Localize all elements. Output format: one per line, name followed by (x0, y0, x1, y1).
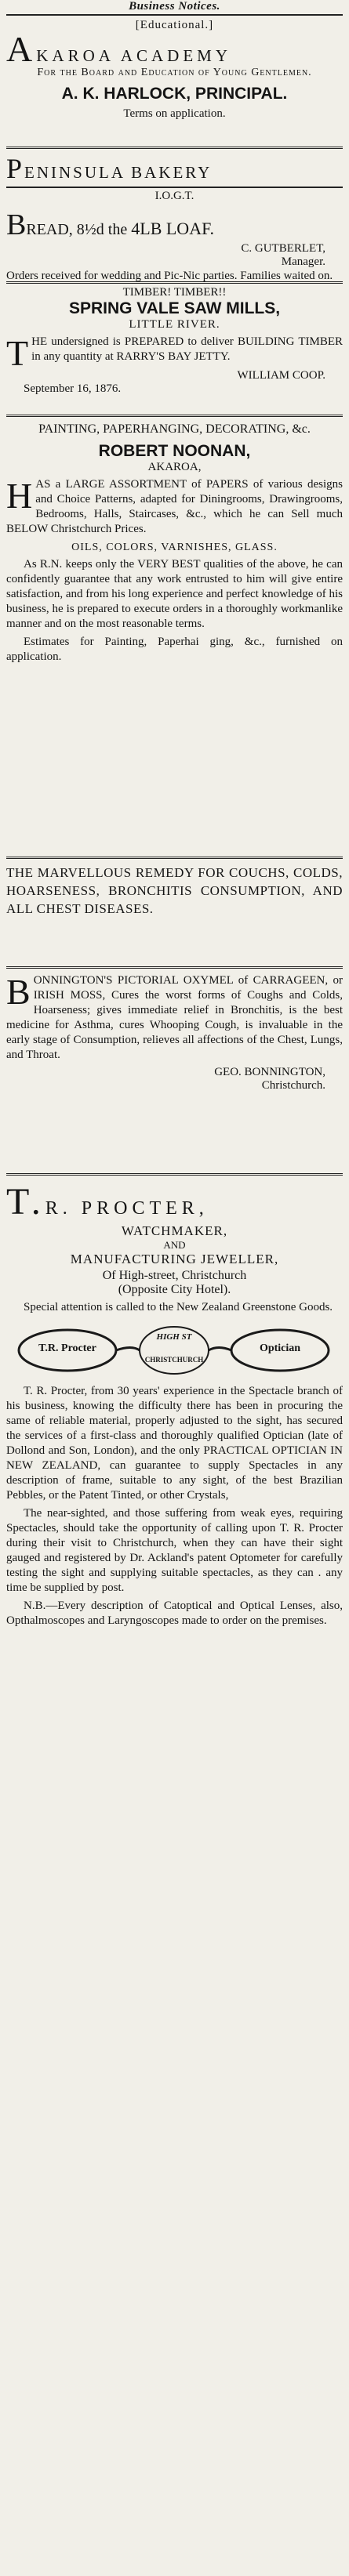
ad-marvellous-remedy (6, 859, 343, 969)
sawmill-date: September 16, 1876. (24, 382, 122, 395)
noonan-intro (6, 477, 343, 537)
procter-address: Of High-street, Christchurch (102, 1269, 247, 1282)
academy-drop-cap: A (6, 29, 37, 69)
academy-terms: Terms on application. (123, 107, 226, 120)
sawmill-body (6, 333, 343, 373)
sawmill-location: LITTLE RIVER. (129, 318, 220, 331)
emblem-left-label: T.R. Procter (38, 1342, 96, 1354)
bakery-bread-line (6, 208, 343, 242)
noonan-guarantee: As R.N. keeps only the VERY BEST qualities of the above, he can confidently guarantee that any work entrusted to him will give entire satisfaction, and from his long experience and perfect knowledge of his business, he is prepared to execute orders in a thoroughly workmanlike manner and on the most reasonable terms. (6, 558, 343, 630)
optician-emblem (6, 1321, 343, 1379)
noonan-location: AKAROA, (147, 461, 202, 473)
sawmill-body-text: HE undersigned is PREPARED to deliver BUILDING TIMBER in any quantity at RARRY'S BAY JETTY. (31, 335, 343, 363)
bakery-order: I.O.G.T. (155, 190, 194, 202)
emblem-center-bottom: CHRISTCHURCH (144, 1356, 204, 1364)
noonan-estimates: Estimates for Painting, Paperhai ging, &c., furnished on application. (6, 636, 343, 663)
bread-drop-cap: B (6, 208, 27, 241)
bread-price: READ, 8½d the (26, 221, 128, 238)
ad-bonnington (6, 969, 343, 1176)
noonan-intro-text: AS a LARGE ASSORTMENT of PAPERS of various designs and Choice Patterns, adapted for Diningrooms, Drawingrooms, Bedrooms, Halls, Staircases, &c., which he can Sell much BELOW Christchurch Prices. (6, 478, 343, 535)
bakery-drop-cap: P (6, 153, 25, 184)
bakery-name-rest: ENINSULA BAKERY (24, 163, 213, 182)
academy-name (6, 29, 343, 69)
emblem-center-top: HIGH ST (156, 1332, 192, 1342)
section-header: Business Notices. (6, 0, 343, 16)
bonnington-body (6, 973, 343, 1063)
procter-address2: (Opposite City Hotel). (118, 1283, 231, 1296)
remedy-text: THE MARVELLOUS REMEDY FOR COUCHS, COLDS, HOARSENESS, BRONCHITIS CONSUMPTION, AND ALL CHEST DISEASES. (6, 865, 343, 916)
bonnington-place: Christchurch. (261, 1079, 325, 1092)
noonan-services: PAINTING, PAPERHANGING, DECORATING, &c. (38, 422, 311, 436)
bakery-name (6, 152, 343, 188)
procter-and: AND (163, 1239, 186, 1251)
ad-peninsula-bakery (6, 149, 343, 284)
procter-special: Special attention is called to the New Zealand Greenstone Goods. (24, 1301, 333, 1313)
noonan-name: ROBERT NOONAN, (98, 442, 251, 460)
procter-note: N.B.—Every description of Catoptical and Optical Lenses, also, Opthalmoscopes and Laryngoscopes made to order on the premises. (6, 1600, 343, 1627)
ad-robert-noonan (6, 417, 343, 859)
sawmill-name: SPRING VALE SAW MILLS, (68, 299, 281, 317)
ad-spring-vale (6, 284, 343, 417)
ad-akaroa-academy (6, 16, 343, 149)
procter-name-rest: R. PROCTER, (45, 1198, 209, 1219)
procter-near-sighted: The near-sighted, and those suffering from weak eyes, requiring Spectacles, should take the opportunity of calling upon T. R. Procter during their visit to Christchurch, when they can have their sight gauged and registered by Dr. Ackland's patent Optometer for carefully testing the sight and supplying suitable spectacles, as they can . any time be supplied by post. (6, 1507, 343, 1594)
sawmill-signature: WILLIAM COOP. (237, 369, 325, 382)
procter-trade2: MANUFACTURING JEWELLER, (70, 1252, 279, 1266)
procter-name (6, 1180, 343, 1223)
timber-kicker: TIMBER! TIMBER!! (122, 286, 227, 299)
ad-procter (6, 1176, 343, 2105)
procter-experience: T. R. Procter, from 30 years' experience in the Spectacle branch of his business, knowing the difficulty there has been in procuring the same of reliable material, properly adjusted to the sight, has secured the services of a first-class and thoroughly qualified Optician (late of Dollond and Son, London), and the only PRACTICAL OPTICIAN IN NEW ZEALAND, can guarantee to supply Spectacles in any description of frame, suitable to any sight, of the best Brazilian Pebbles, or the Patent Tinted, or other Crystals, (6, 1385, 343, 1502)
academy-subtitle: For the Board and Education of Young Gentlemen. (37, 67, 312, 78)
bakery-body: Orders received for wedding and Pic-Nic parties. Families waited on. (6, 270, 333, 282)
sawmill-drop-cap: T (6, 333, 29, 373)
bakery-proprietor-role: Manager. (281, 255, 325, 268)
academy-name-rest: KAROA ACADEMY (36, 46, 232, 65)
procter-drop-cap: T. (6, 1181, 45, 1223)
academy-principal: A. K. HARLOCK, PRINCIPAL. (61, 85, 288, 103)
emblem-right-label: Optician (259, 1342, 301, 1354)
ad-category-tag: [Educational.] (135, 19, 214, 31)
bonnington-drop-cap: B (6, 972, 31, 1012)
noonan-oils: OILS, COLORS, VARNISHES, GLASS. (71, 542, 278, 553)
procter-trade: WATCHMAKER, (121, 1223, 228, 1238)
bonnington-body-text: ONNINGTON'S PICTORIAL OXYMEL of CARRAGEEN, or IRISH MOSS, Cures the worst forms of Coughs and Colds, Hoarseness; gives immediate relief in Bronchitis, is the best medicine for Asthma, cures Whooping Cough, is invaluable in the early stage of Consumption, relieves all affections of the Chest, Lungs, and Throat. (6, 974, 343, 1061)
noonan-drop-cap: H (6, 476, 33, 516)
bakery-proprietor: C. GUTBERLET, (241, 242, 325, 255)
bread-weight: 4LB LOAF. (131, 219, 215, 238)
bonnington-signature: GEO. BONNINGTON, (214, 1066, 325, 1078)
